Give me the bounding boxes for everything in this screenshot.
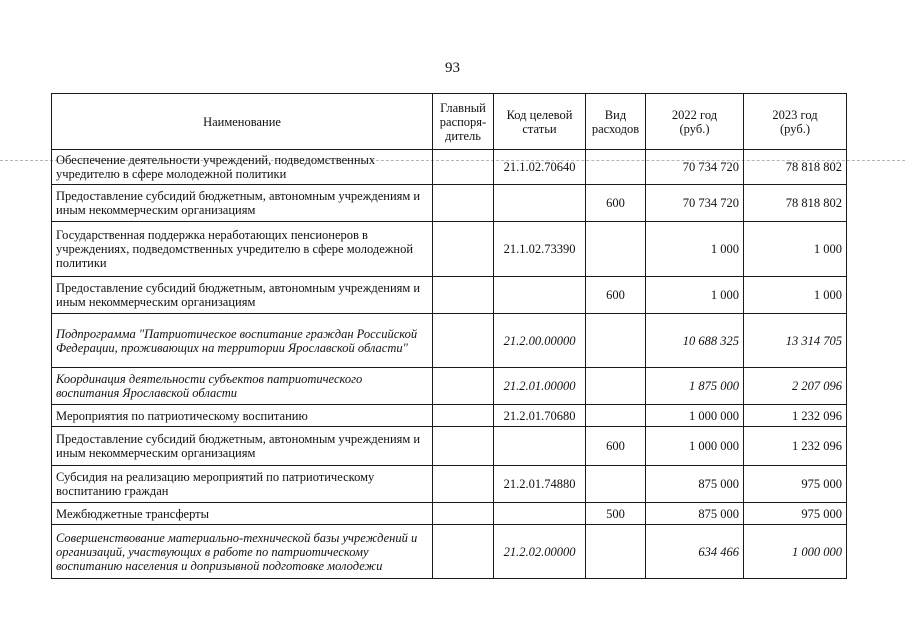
row-kind: 600: [586, 185, 646, 222]
row-2022: 1 000: [646, 277, 744, 314]
page-number: 93: [445, 60, 460, 76]
header-2022-line-1: 2022 год: [671, 107, 718, 122]
row-admin: [433, 150, 494, 185]
row-kind: 500: [586, 503, 646, 525]
row-name: Предоставление субсидий бюджетным, автономным учреждениям и иным некоммерческим организациям: [52, 427, 433, 466]
row-2023: 2 207 096: [744, 368, 847, 405]
row-code: 21.2.00.00000: [494, 314, 586, 368]
row-admin: [433, 277, 494, 314]
row-2022: 1 875 000: [646, 368, 744, 405]
header-2023-line-1: 2023 год: [772, 107, 818, 122]
row-kind: [586, 222, 646, 277]
table-row: [52, 222, 847, 277]
table-row: [52, 150, 847, 185]
row-name: Подпрограмма "Патриотическое воспитание граждан Российской Федерации, проживающих на территории Ярославской области": [52, 314, 433, 368]
table-row: [52, 466, 847, 503]
row-kind: 600: [586, 427, 646, 466]
row-2023: 1 000: [744, 222, 847, 277]
row-code: 21.1.02.70640: [494, 150, 586, 185]
header-code-line-2: статьи: [522, 121, 557, 136]
table-row: [52, 185, 847, 222]
row-code: 21.2.01.70680: [494, 405, 586, 427]
header-code: [494, 94, 586, 150]
row-name: Обеспечение деятельности учреждений, подведомственных учредителю в сфере молодежной политики: [52, 150, 433, 185]
header-2022: [646, 94, 744, 150]
row-name: Координация деятельности субъектов патриотического воспитания Ярославской области: [52, 368, 433, 405]
row-2022: 1 000 000: [646, 427, 744, 466]
row-code: 21.1.02.73390: [494, 222, 586, 277]
row-name: Государственная поддержка неработающих пенсионеров в учреждениях, подведомственных учредителю в сфере молодежной политики: [52, 222, 433, 277]
row-name: Предоставление субсидий бюджетным, автономным учреждениям и иным некоммерческим организациям: [52, 185, 433, 222]
header-2023-line-2: (руб.): [780, 121, 810, 136]
row-admin: [433, 466, 494, 503]
row-admin: [433, 503, 494, 525]
row-kind: [586, 405, 646, 427]
row-2022: 875 000: [646, 466, 744, 503]
row-2022: 70 734 720: [646, 185, 744, 222]
row-code: [494, 277, 586, 314]
header-admin-line-2: распоря-: [439, 114, 487, 129]
row-2023: 78 818 802: [744, 185, 847, 222]
row-kind: [586, 314, 646, 368]
row-2023: 1 000 000: [744, 525, 847, 579]
row-2023: 975 000: [744, 466, 847, 503]
row-admin: [433, 368, 494, 405]
row-2023: 1 232 096: [744, 405, 847, 427]
row-code: [494, 503, 586, 525]
row-2023: 975 000: [744, 503, 847, 525]
table-row: [52, 503, 847, 525]
row-admin: [433, 185, 494, 222]
row-name: Мероприятия по патриотическому воспитанию: [52, 405, 433, 427]
table-row: [52, 314, 847, 368]
row-2022: 634 466: [646, 525, 744, 579]
row-kind: 600: [586, 277, 646, 314]
row-2023: 13 314 705: [744, 314, 847, 368]
row-2023: 1 000: [744, 277, 847, 314]
row-admin: [433, 222, 494, 277]
header-admin: [433, 94, 494, 150]
row-name: Совершенствование материально-технической базы учреждений и организаций, участвующих в работе по патриотическому воспитанию населения и допризывной подготовке молодежи: [52, 525, 433, 579]
row-2023: 78 818 802: [744, 150, 847, 185]
row-admin: [433, 405, 494, 427]
row-admin: [433, 525, 494, 579]
row-2022: 10 688 325: [646, 314, 744, 368]
row-kind: [586, 525, 646, 579]
table-row: [52, 405, 847, 427]
row-code: 21.2.02.00000: [494, 525, 586, 579]
header-kind-line-2: расходов: [591, 121, 640, 136]
table-row: [52, 525, 847, 579]
header-admin-line-3: дитель: [445, 128, 481, 143]
row-admin: [433, 314, 494, 368]
row-code: 21.2.01.74880: [494, 466, 586, 503]
table-row: [52, 277, 847, 314]
header-kind-line-1: Вид: [604, 107, 627, 122]
header-name: Наименование: [52, 94, 433, 150]
row-code: [494, 427, 586, 466]
header-2022-line-2: (руб.): [679, 121, 710, 136]
header-code-line-1: Код целевой: [506, 107, 573, 122]
table-row: [52, 427, 847, 466]
header-admin-line-1: Главный: [440, 100, 486, 115]
row-2022: 1 000 000: [646, 405, 744, 427]
row-code: 21.2.01.00000: [494, 368, 586, 405]
row-name: Субсидия на реализацию мероприятий по патриотическому воспитанию граждан: [52, 466, 433, 503]
row-admin: [433, 427, 494, 466]
row-code: [494, 185, 586, 222]
header-kind: [586, 94, 646, 150]
row-name: Предоставление субсидий бюджетным, автономным учреждениям и иным некоммерческим организациям: [52, 277, 433, 314]
row-name: Межбюджетные трансферты: [52, 503, 433, 525]
row-2022: 70 734 720: [646, 150, 744, 185]
row-2022: 875 000: [646, 503, 744, 525]
row-kind: [586, 150, 646, 185]
header-2023: [744, 94, 847, 150]
table-row: [52, 368, 847, 405]
row-kind: [586, 368, 646, 405]
table-header-row: [52, 94, 847, 150]
budget-table: [51, 93, 847, 579]
row-2022: 1 000: [646, 222, 744, 277]
row-2023: 1 232 096: [744, 427, 847, 466]
row-kind: [586, 466, 646, 503]
